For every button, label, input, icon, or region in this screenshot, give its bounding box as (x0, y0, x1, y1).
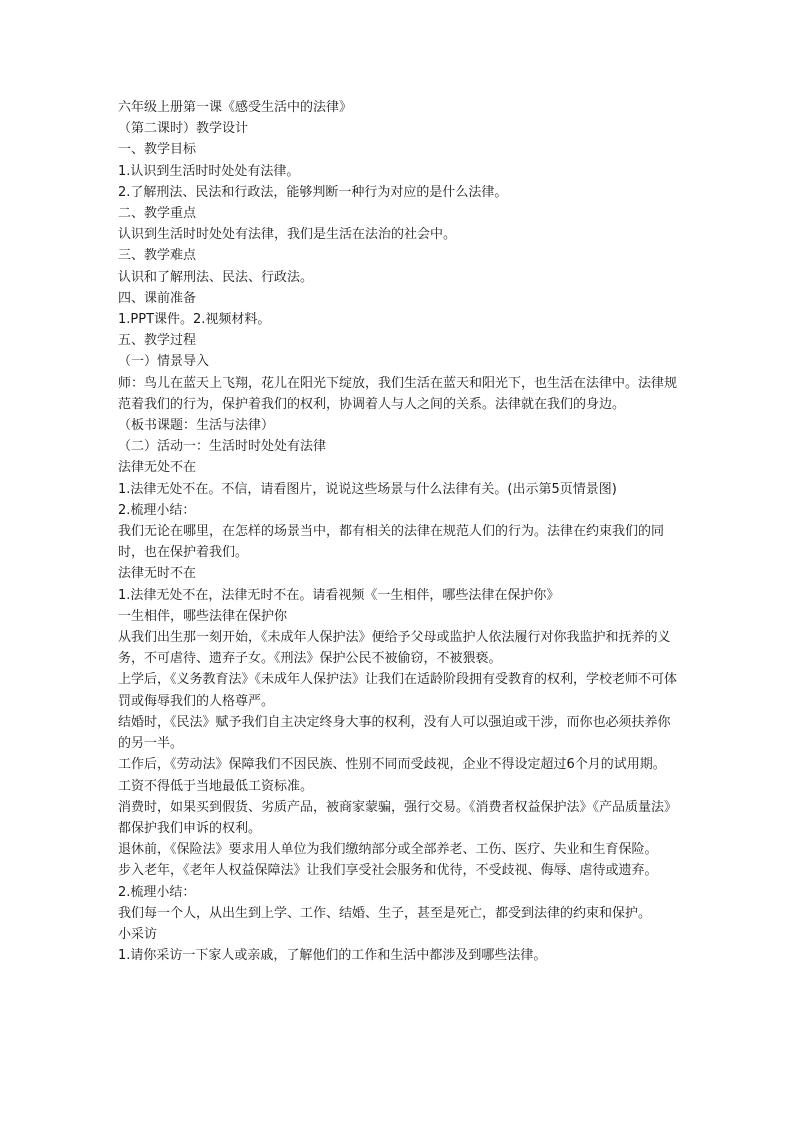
section-heading-goals: 一、教学目标 (118, 142, 197, 158)
subheading-law-always: 法律无时不在 (118, 566, 197, 582)
board-note: （板书课题：生活与法律） (118, 418, 275, 434)
part-heading-intro: （一）情景导入 (118, 354, 210, 370)
video-title: 一生相伴，哪些法律在保护你 (118, 608, 288, 624)
law-always-summary: 我们每一个人，从出生到上学、工作、结婚、生子，甚至是死亡，都受到法律的约束和保护。 (118, 905, 652, 921)
difficulty-text: 认识和了解刑法、民法、行政法。 (118, 269, 314, 285)
life-stage-birth: 从我们出生那一刻开始，《未成年人保护法》便给予父母或监护人依法履行对你我监护和抚养的义务，不可虐待、遗弃子女。《刑法》保护公民不被偷窃，不被猥亵。 (118, 630, 671, 667)
law-everywhere-step-2: 2.梳理小结： (118, 502, 196, 518)
law-everywhere-step-1: 1.法律无处不在。不信，请看图片，说说这些场景与什么法律有关。(出示第5页情景图) (118, 481, 617, 497)
life-stage-work: 工作后，《劳动法》保障我们不因民族、性别不同而受歧视，企业不得设定超过6个月的试用期。工资不得低于当地最低工资标准。 (118, 757, 666, 794)
document-title: 六年级上册第一课《感受生活中的法律》 (118, 100, 353, 115)
law-always-step-1: 1.法律无处不在，法律无时不在。请看视频《一生相伴，哪些法律在保护你》 (118, 587, 560, 603)
section-heading-preparation: 四、课前准备 (118, 290, 197, 306)
law-always-step-2: 2.梳理小结： (118, 884, 196, 900)
section-heading-focus: 二、教学重点 (118, 206, 197, 222)
preparation-text: 1.PPT课件。2.视频材料。 (118, 312, 271, 328)
life-stage-consumption: 消费时，如果买到假货、劣质产品，被商家蒙骗，强行交易。《消费者权益保护法》《产品质量法》都保护我们申诉的权利。 (118, 799, 678, 836)
subheading-interview: 小采访 (118, 926, 158, 942)
goal-item-1: 1.认识到生活时时处处有法律。 (118, 163, 300, 179)
life-stage-retirement: 退休前，《保险法》要求用人单位为我们缴纳部分或全部养老、工伤、医疗、失业和生育保险。 (118, 842, 658, 858)
life-stage-marriage: 结婚时，《民法》赋予我们自主决定终身大事的权利，没有人可以强迫或干涉，而你也必须扶养你的另一半。 (118, 714, 671, 752)
life-stage-school: 上学后，《义务教育法》《未成年人保护法》让我们在适龄阶段拥有受教育的权利，学校老师不可体罚或侮辱我们的人格尊严。 (118, 672, 678, 709)
intro-paragraph: 师：鸟儿在蓝天上飞翔，花儿在阳光下绽放，我们生活在蓝天和阳光下，也生活在法律中。法律规范着我们的行为，保护着我们的权利，协调着人与人之间的关系。法律就在我们的身边。 (118, 375, 678, 412)
section-heading-process: 五、教学过程 (118, 333, 197, 349)
focus-text: 认识到生活时时处处有法律，我们是生活在法治的社会中。 (118, 227, 457, 243)
subheading-law-everywhere: 法律无处不在 (118, 460, 197, 476)
goal-item-2: 2.了解刑法、民法和行政法，能够判断一种行为对应的是什么法律。 (118, 184, 508, 200)
part-heading-activity-1: （二）活动一：生活时时处处有法律 (118, 439, 327, 455)
life-stage-old-age: 步入老年，《老年人权益保障法》让我们享受社会服务和优待，不受歧视、侮辱、虐待或遗弃。 (118, 863, 658, 879)
law-everywhere-summary: 我们无论在哪里，在怎样的场景当中，都有相关的法律在规范人们的行为。法律在约束我们的同时，也在保护着我们。 (118, 524, 665, 561)
interview-step-1: 1.请你采访一下家人或亲戚，了解他们的工作和生活中都涉及到哪些法律。 (118, 948, 547, 964)
document-subtitle: （第二课时）教学设计 (118, 121, 249, 137)
section-heading-difficulty: 三、教学难点 (118, 248, 197, 264)
document-page (118, 97, 678, 966)
